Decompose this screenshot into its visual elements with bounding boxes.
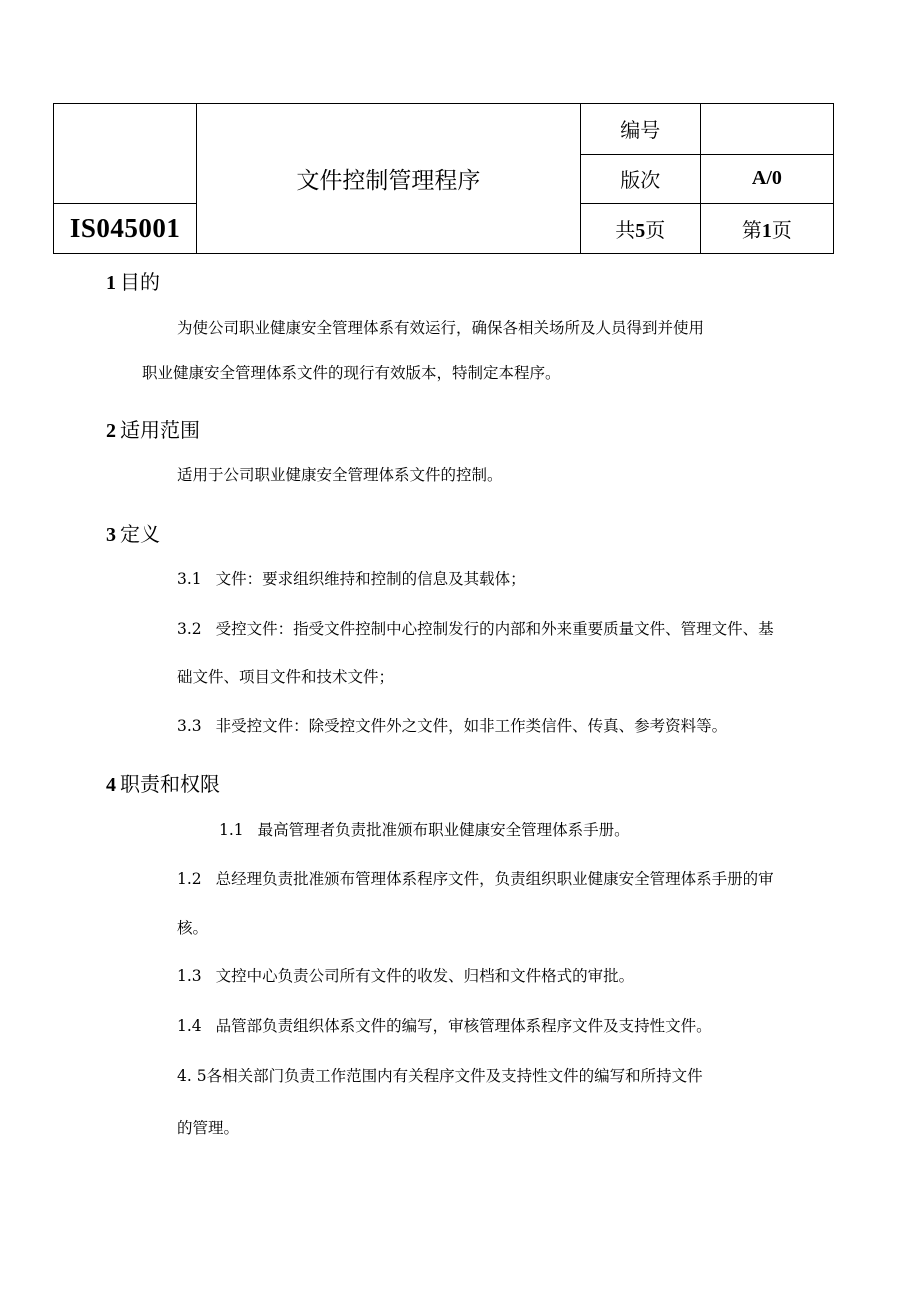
definition-item-3-3: 3.3 非受控文件：除受控文件外之文件，如非工作类信件、传真、参考资料等。 <box>177 717 728 735</box>
definition-item-3-1: 3.1 文件：要求组织维持和控制的信息及其载体； <box>177 570 526 588</box>
version-label: 版次 <box>580 154 700 204</box>
section-1-heading: 1 目的 <box>106 270 160 294</box>
responsibility-item-4-5-continued: 的管理。 <box>177 1119 240 1137</box>
section-4-heading: 4 职责和权限 <box>106 772 220 796</box>
document-code: IS045001 <box>54 204 197 254</box>
number-value <box>700 104 833 155</box>
section-1-paragraph-line-2: 职业健康安全管理体系文件的现行有效版本，特制定本程序。 <box>142 364 561 382</box>
document-header-table <box>53 103 834 254</box>
logo-cell <box>54 104 197 204</box>
total-pages: 共5页 <box>580 204 700 254</box>
responsibility-item-1-3: 1.3 文控中心负责公司所有文件的收发、归档和文件格式的审批。 <box>177 967 635 985</box>
responsibility-item-1-2: 1.2 总经理负责批准颁布管理体系程序文件，负责组织职业健康安全管理体系手册的审 <box>177 870 774 888</box>
document-title: 文件控制管理程序 <box>197 104 580 254</box>
responsibility-item-1-2-continued: 核。 <box>177 919 209 937</box>
responsibility-item-4-5: 4. 5各相关部门负责工作范围内有关程序文件及支持性文件的编写和所持文件 <box>177 1067 703 1085</box>
section-3-heading: 3 定义 <box>106 522 160 546</box>
responsibility-item-1-4: 1.4 品管部负责组织体系文件的编写，审核管理体系程序文件及支持性文件。 <box>177 1017 712 1035</box>
section-1-paragraph-line-1: 为使公司职业健康安全管理体系有效运行，确保各相关场所及人员得到并使用 <box>177 319 705 337</box>
page-number: 第1页 <box>700 204 833 254</box>
definition-item-3-2: 3.2 受控文件：指受文件控制中心控制发行的内部和外来重要质量文件、管理文件、基 <box>177 620 774 638</box>
version-value: A/0 <box>700 154 833 204</box>
number-label: 编号 <box>580 104 700 155</box>
section-2-paragraph: 适用于公司职业健康安全管理体系文件的控制。 <box>177 466 503 484</box>
definition-item-3-2-continued: 础文件、项目文件和技术文件； <box>177 668 395 686</box>
responsibility-item-1-1: 1.1 最高管理者负责批准颁布职业健康安全管理体系手册。 <box>219 821 630 839</box>
section-2-heading: 2 适用范围 <box>106 418 200 442</box>
